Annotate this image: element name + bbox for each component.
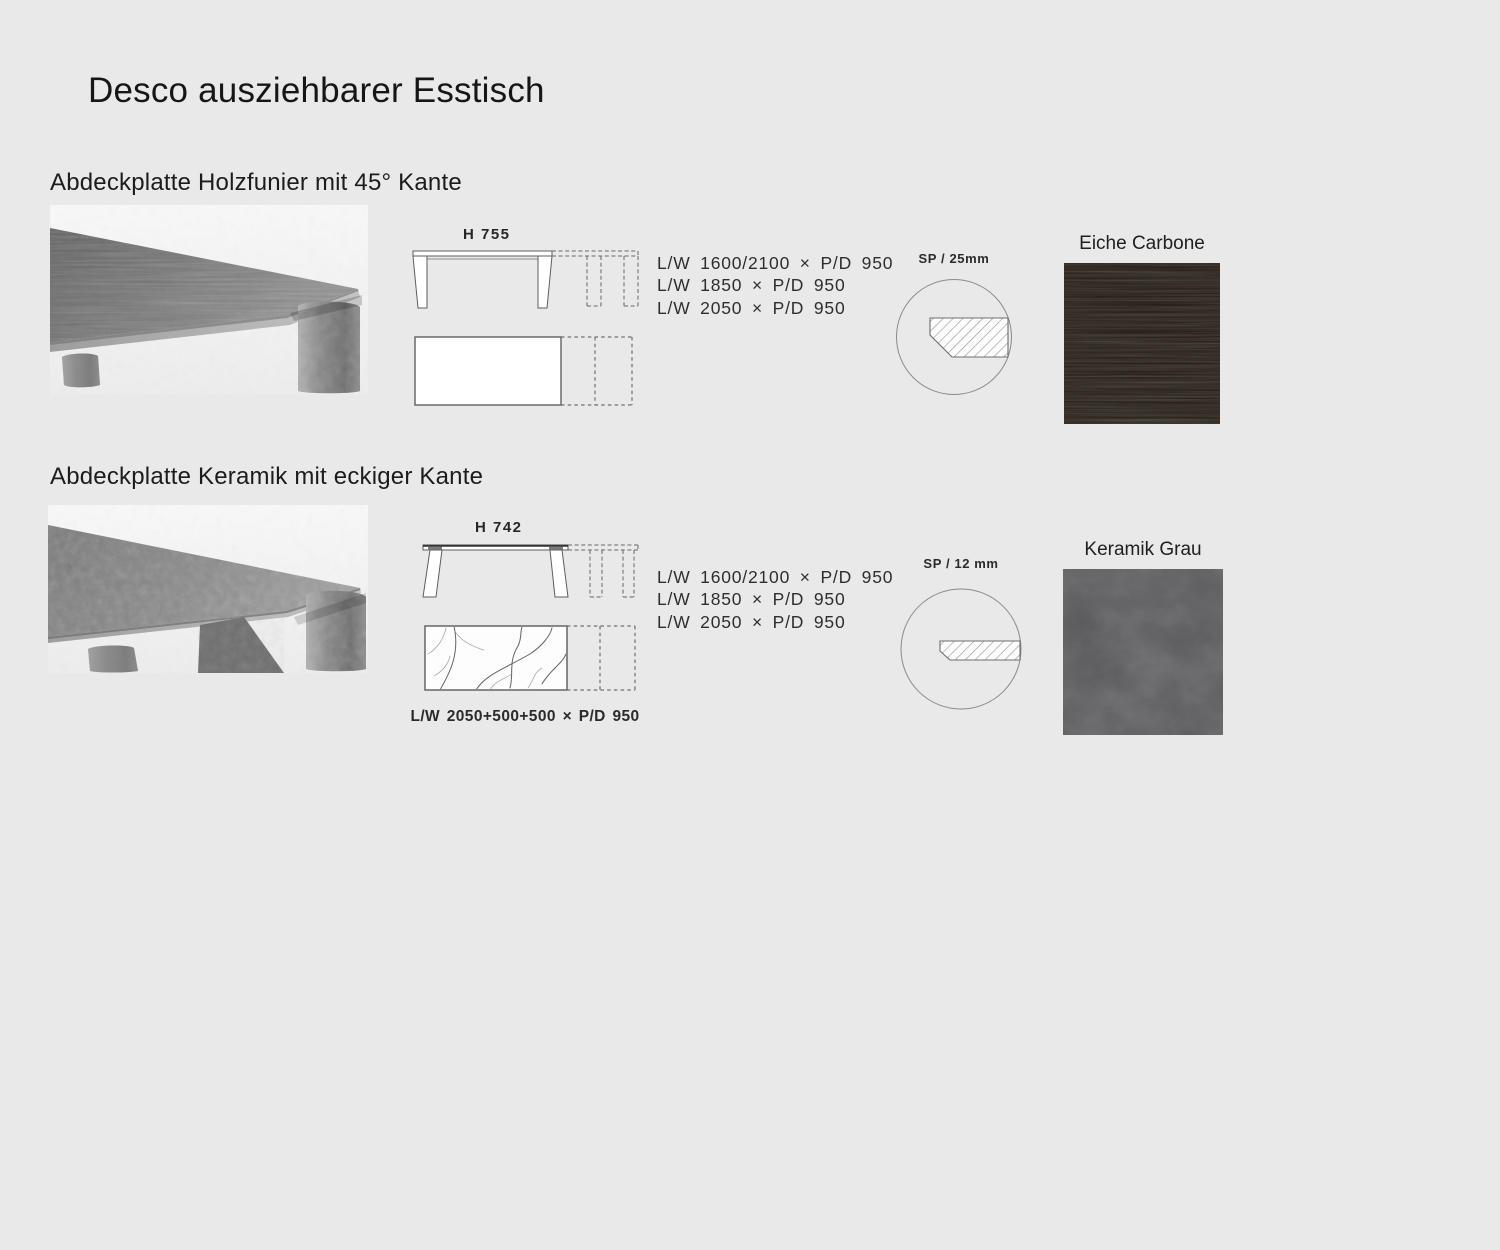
product-photo-keramik bbox=[48, 505, 368, 673]
table-photo-graphic bbox=[48, 505, 368, 673]
dimension-line: L/W 1850 × P/D 950 bbox=[657, 589, 846, 610]
thickness-label-2: SP / 12 mm bbox=[923, 556, 999, 571]
height-label-2: H 742 bbox=[475, 519, 523, 536]
section-heading-keramik: Abdeckplatte Keramik mit eckiger Kante bbox=[50, 463, 484, 490]
table-photo-graphic bbox=[50, 205, 368, 395]
side-view-drawing-1 bbox=[410, 247, 640, 313]
dimension-line: L/W 1600/2100 × P/D 950 bbox=[657, 253, 894, 273]
thickness-label-1: SP / 25mm bbox=[918, 251, 990, 266]
swatch-label-keramik-grau: Keramik Grau bbox=[1084, 539, 1202, 560]
top-view-drawing-2 bbox=[410, 624, 640, 694]
top-view-drawing-1 bbox=[410, 335, 640, 409]
material-swatch-keramik-grau bbox=[1063, 569, 1223, 735]
dimension-line: L/W 2050 × P/D 950 bbox=[657, 611, 846, 632]
page-title: Desco ausziehbarer Esstisch bbox=[88, 71, 545, 110]
swatch-label-eiche-carbone: Eiche Carbone bbox=[1079, 233, 1205, 254]
extension-dimension-line: L/W 2050+500+500 × P/D 950 bbox=[410, 708, 640, 725]
cross-section-drawing-2 bbox=[899, 587, 1023, 711]
dimension-list-1 bbox=[657, 252, 893, 319]
cross-section-drawing-1 bbox=[895, 277, 1015, 397]
material-swatch-eiche-carbone bbox=[1064, 263, 1220, 424]
dimension-list-2 bbox=[657, 566, 893, 633]
dimension-line: L/W 2050 × P/D 950 bbox=[657, 297, 846, 318]
dimension-line: L/W 1850 × P/D 950 bbox=[657, 275, 846, 296]
height-label-1: H 755 bbox=[463, 226, 511, 243]
side-view-drawing-2 bbox=[410, 541, 640, 601]
product-photo-holzfunier bbox=[50, 205, 368, 395]
section-heading-holzfunier: Abdeckplatte Holzfunier mit 45° Kante bbox=[50, 169, 462, 196]
dimension-line: L/W 1600/2100 × P/D 950 bbox=[657, 567, 894, 587]
